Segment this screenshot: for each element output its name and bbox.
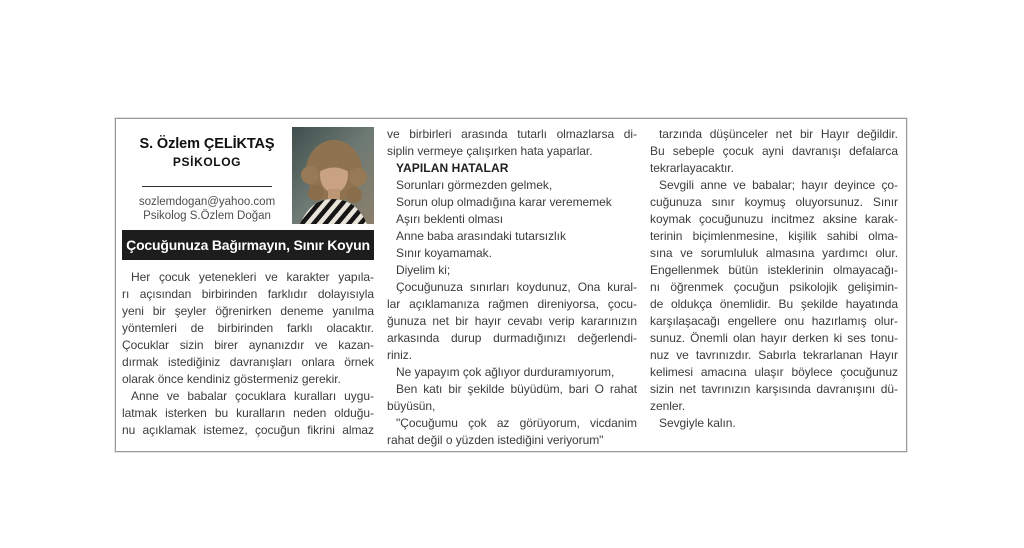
body-line: Ne yapayım çok ağlıyor durduramıyorum,	[396, 365, 615, 379]
body-line: siplin vermeye çalışırken hata yaparlar.	[387, 144, 593, 158]
woman-portrait-icon	[292, 127, 374, 224]
body-line: latmak isterken bu kuralların neden olduğu-	[122, 406, 374, 420]
body-line: dırmak istediğiniz davranışları onlara örnek	[122, 355, 374, 369]
body-line: yeni bir şeyler öğrenirken deneme yanılma	[122, 304, 374, 318]
body-line: rahat değil o yüzden istediğini veriyorum"	[387, 433, 604, 447]
body-line: Anne baba arasındaki tutarsızlık	[396, 229, 566, 243]
body-line: cuğunuza sınır koymuş oluyorsunuz. Sınır	[650, 195, 898, 209]
body-line: Engellenmek bütün isteklerinin olmayacağı-	[650, 263, 898, 277]
body-line: Ben katı bir şekilde büyüdüm, bari O rahat	[396, 382, 637, 396]
body-line: Bu sebeple çocuk ayni davranışı defalarca	[650, 144, 898, 158]
author-name: S. Özlem ÇELİKTAŞ	[139, 136, 275, 152]
body-line: riniz.	[387, 348, 413, 362]
body-line: karşılaşacağı engellere onu hazırlamış olur-	[650, 314, 898, 328]
body-line: lar açıklamanıza rağmen direniyorsa, çocu-	[387, 297, 637, 311]
divider-rule	[142, 186, 272, 187]
body-line: nu açıklamak istemez, çocuğun fikrini almaz	[122, 423, 374, 437]
body-line: terinin biçimlenmesine, kişilik sahibi olma-	[650, 229, 898, 243]
body-line: "Çocuğumu çok az görüyorum, vicdanim	[396, 416, 637, 430]
author-title: PSİKOLOG	[172, 155, 242, 169]
headline-text: Çocuğunuza Bağırmayın, Sınır Koyun	[126, 237, 370, 253]
subheading-line: YAPILAN HATALAR	[396, 161, 509, 175]
body-line: Çocuklar sizin birer aynanızdır ve kazan-	[122, 338, 374, 352]
author-info	[122, 127, 292, 224]
body-line: sunuz. Önemli olan hayır derken ki ses tonu-	[650, 331, 898, 345]
body-line: nuz ve tavrınızdır. Sabırla tekrarlanan Hayır	[650, 348, 898, 362]
body-line: sizin net tavrınızın karşısında davranışını dü-	[650, 382, 898, 396]
article-left-section	[122, 127, 374, 440]
headline-bar	[122, 230, 374, 260]
article-frame	[115, 118, 907, 452]
body-line: olarak önce kendiniz göstermeniz gerekir.	[122, 372, 341, 386]
body-line: Her çocuk yetenekleri ve karakter yapıla-	[131, 270, 374, 284]
article-column	[650, 127, 898, 433]
body-line: koymak çocuğunuzu incitmez aksine karak-	[650, 212, 898, 226]
author-byline: Psikolog S.Özlem Doğan	[143, 210, 271, 222]
body-line: kelimesi amacına ulaşır böylece çocuğunuz	[650, 365, 898, 379]
body-line: tekrarlayacaktır.	[650, 161, 734, 175]
article-column	[387, 127, 637, 450]
body-line: sına ve sorumluluk almasına yardımcı olur.	[650, 246, 898, 260]
body-line: Sevgiyle kalın.	[659, 416, 736, 430]
body-line: nı öğrenmek çocuğun psikolojik gelişimin-	[650, 280, 898, 294]
body-line: Sınır koyamamak.	[396, 246, 492, 260]
body-line: büyüsün,	[387, 399, 436, 413]
author-photo	[292, 127, 374, 224]
article-column	[122, 270, 374, 440]
body-line: Çocuğunuza sınırları koydunuz, Ona kural-	[396, 280, 637, 294]
body-line: yöntemleri de birbirinden farklı olacaktır.	[122, 321, 374, 335]
body-line: Aşırı beklenti olması	[396, 212, 504, 226]
body-line: Anne ve babalar çocuklara kuralları uygu-	[131, 389, 374, 403]
author-header	[122, 127, 374, 224]
body-line: Diyelim ki;	[396, 263, 451, 277]
author-email: sozlemdogan@yahoo.com	[138, 196, 276, 208]
body-line: Sevgili anne ve babalar; hayır deyince ço-	[659, 178, 898, 192]
body-line: arkasında durup durmadığınızı değerlendi-	[387, 331, 637, 345]
body-line: ve birbirleri arasında tutarlı olmazlarsa di-	[387, 127, 637, 141]
body-line: Sorun olup olmadığına karar verememek	[396, 195, 612, 209]
body-line: zenler.	[650, 399, 686, 413]
body-line: ğunuza net bir hayır cevabı verip kararınızın	[387, 314, 637, 328]
body-line: Sorunları görmezden gelmek,	[396, 178, 553, 192]
body-line: tarzında düşünceler net bir Hayır değildir.	[659, 127, 898, 141]
body-line: de oldukça önemlidir. Bu şekilde hayatında	[650, 297, 898, 311]
body-line: rı açısından birbirinden farklıdır dolayısıyla	[122, 287, 374, 301]
